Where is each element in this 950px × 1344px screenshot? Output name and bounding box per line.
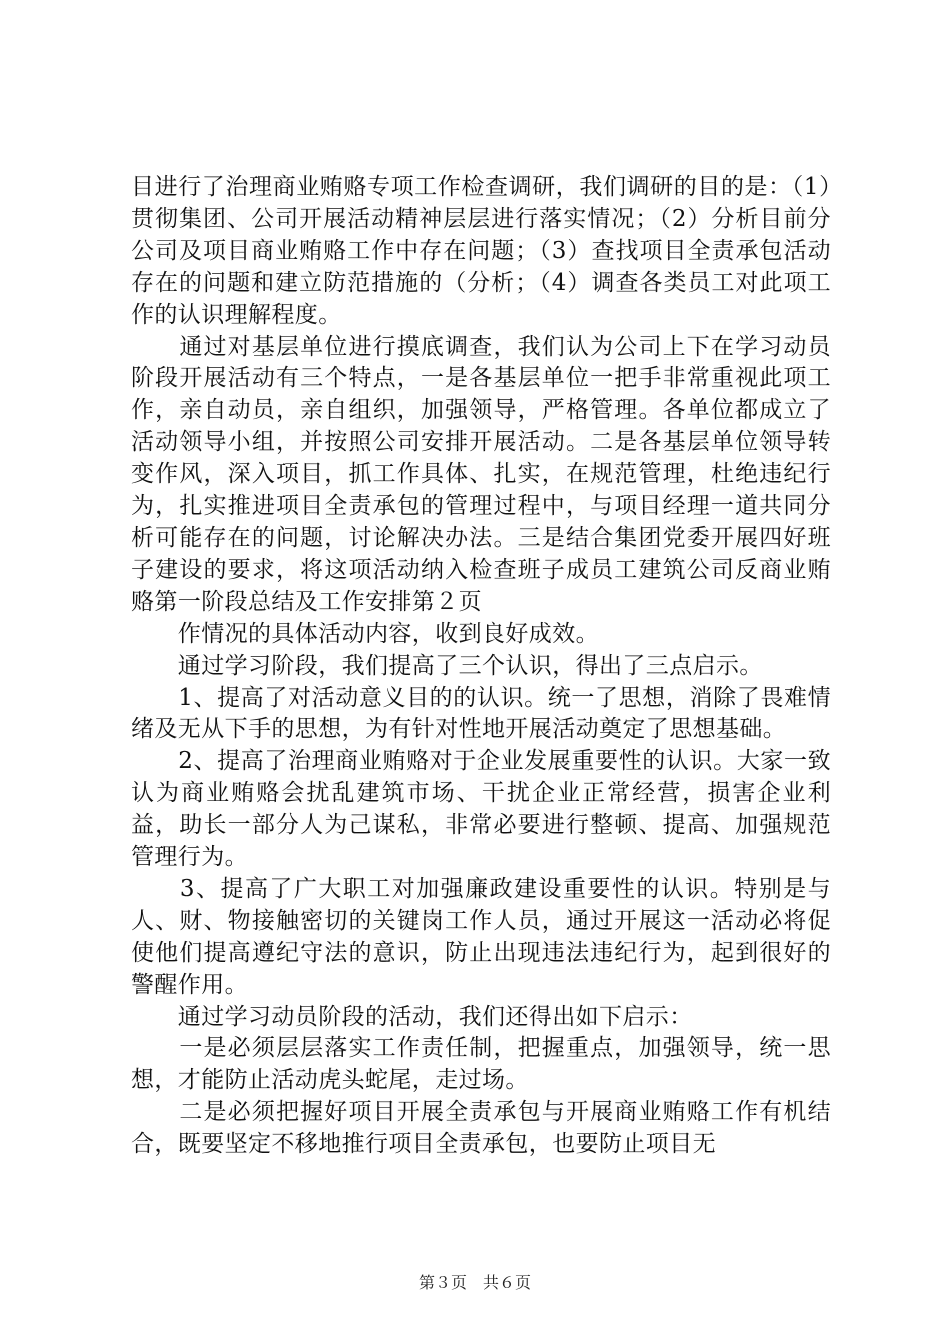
paragraph-results: 作情况的具体活动内容，收到良好成效。 xyxy=(131,620,599,647)
paragraph-three-insights-intro: 通过学习阶段，我们提高了三个认识，得出了三点启示。 xyxy=(131,652,763,679)
paragraph-insight-3: 3、提高了广大职工对加强廉政建设重要性的认识。特别是与人、财、物接触密切的关键岗工作人员，通过开展这一活动必将促使他们提高遵纪守法的意识，防止出现违法违纪行为，起到很好的警醒作用。 xyxy=(131,875,831,998)
paragraph-lesson-2: 二是必须把握好项目开展全责承包与开展商业贿赂工作有机结合，既要坚定不移地推行项目全责承包，也要防止项目无 xyxy=(131,1099,831,1158)
paragraph-survey-findings: 通过对基层单位进行摸底调查，我们认为公司上下在学习动员阶段开展活动有三个特点，一是各基层单位一把手非常重视此项工作，亲自动员，亲自组织，加强领导，严格管理。各单位都成立了活动领导小组，并按照公司安排开展活动。二是各基层单位领导转变作风，深入项目，抓工作具体、扎实，在规范管理，杜绝违纪行为，扎实推进项目全责承包的管理过程中，与项目经理一道共同分析可能存在的问题，讨论解决办法。三是结合集团党委开展四好班子建设的要求，将这项活动纳入检查班子成员工建筑公司反商业贿赂第一阶段总结及工作安排第２页 xyxy=(131,333,831,615)
body-text xyxy=(131,172,831,1161)
page-footer: 第３页 共６页 xyxy=(418,1273,531,1292)
paragraph-lessons-intro: 通过学习动员阶段的活动，我们还得出如下启示： xyxy=(131,1003,693,1030)
paragraph-insight-2: 2、提高了治理商业贿赂对于企业发展重要性的认识。大家一致认为商业贿赂会扰乱建筑市场、干扰企业正常经营，损害企业利益，助长一部分人为己谋私，非常必要进行整顿、提高、加强规范管理行为。 xyxy=(131,748,831,871)
paragraph-continuation: 目进行了治理商业贿赂专项工作检查调研，我们调研的目的是：（1）贯彻集团、公司开展活动精神层层进行落实情况；（2）分析目前分公司及项目商业贿赂工作中存在问题；（3）查找项目全责承包活动存在的问题和建立防范措施的（分析；（4）调查各类员工对此项工作的认识理解程度。 xyxy=(131,174,831,328)
paragraph-insight-1: 1、提高了对活动意义目的的认识。统一了思想，消除了畏难情绪及无从下手的思想，为有针对性地开展活动奠定了思想基础。 xyxy=(131,684,831,743)
paragraph-lesson-1: 一是必须层层落实工作责任制，把握重点，加强领导，统一思想，才能防止活动虎头蛇尾，走过场。 xyxy=(131,1035,831,1094)
